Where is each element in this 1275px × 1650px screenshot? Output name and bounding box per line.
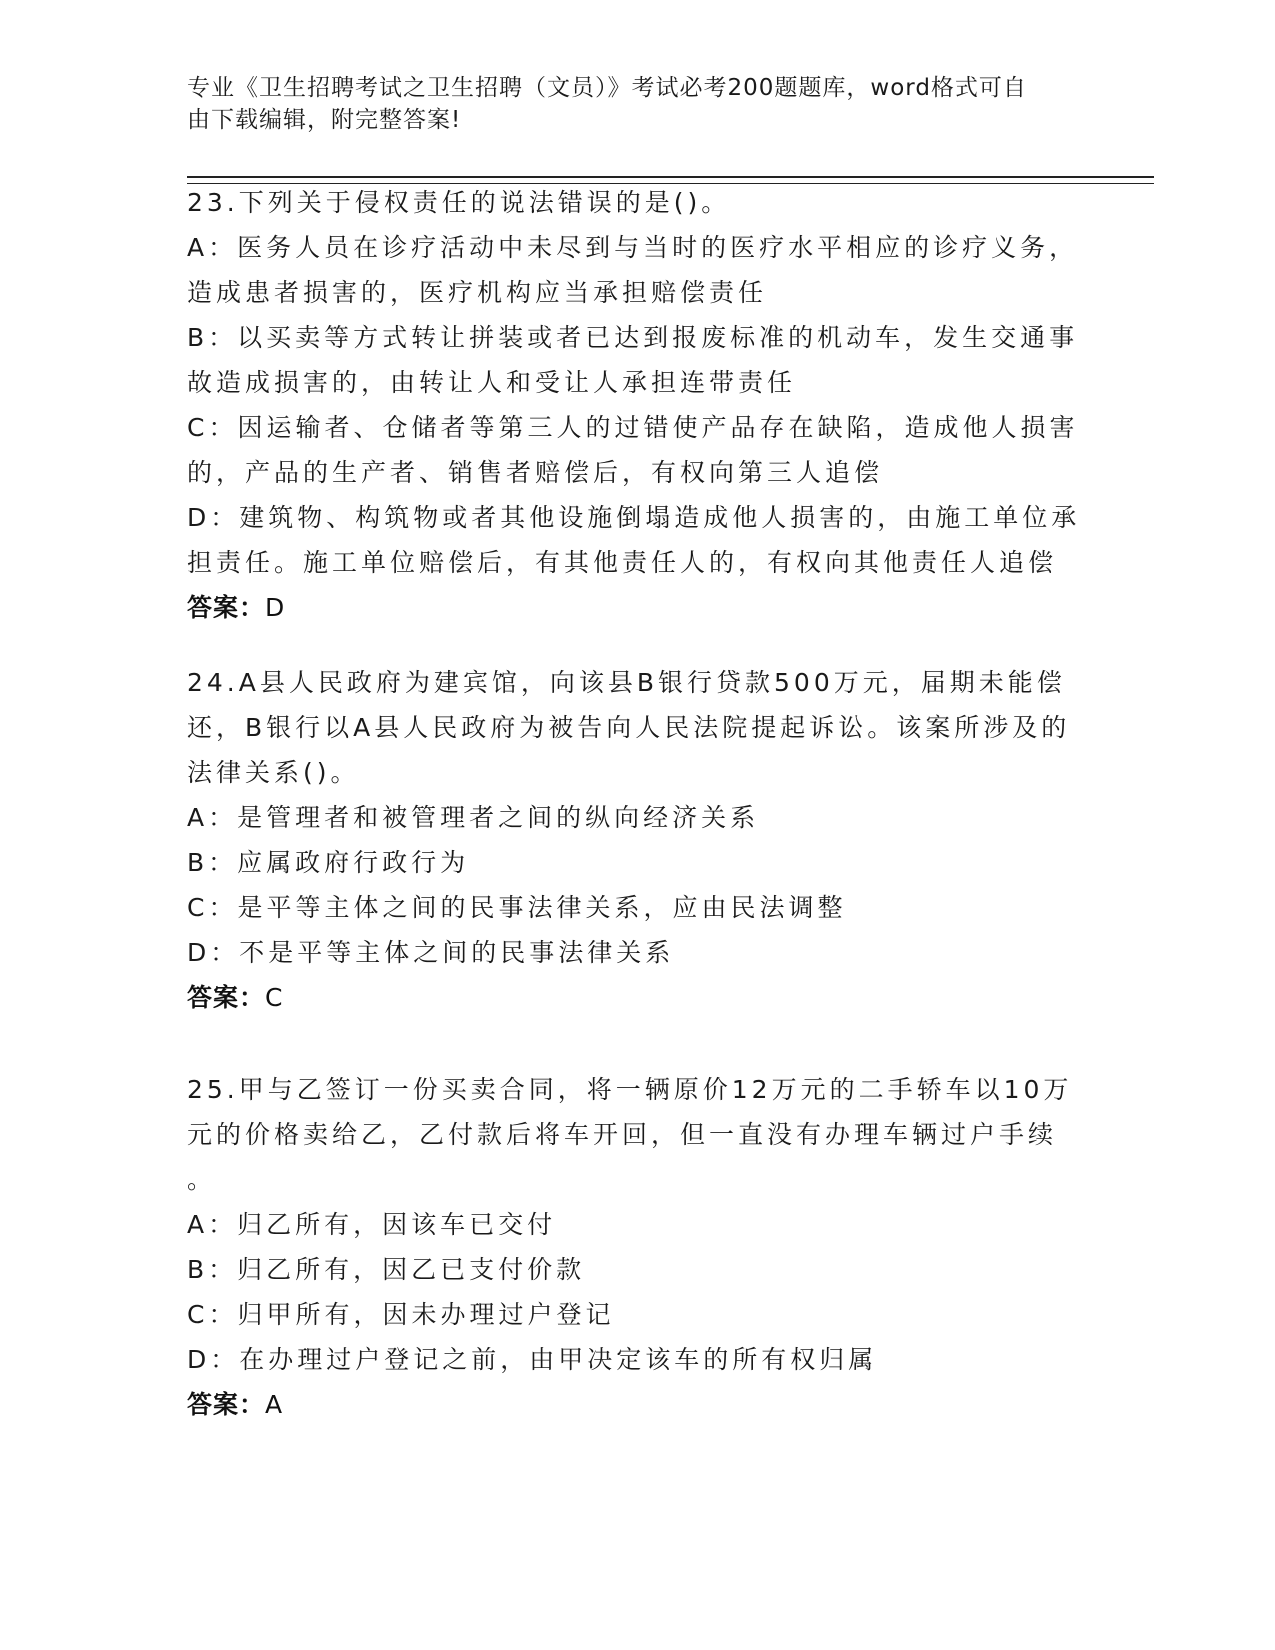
answer-label: 答案： [187, 983, 266, 1012]
option-d: D：在办理过户登记之前，由甲决定该车的所有权归属 [187, 1345, 878, 1374]
option-a [187, 225, 1087, 315]
answer-label: 答案： [187, 1390, 266, 1419]
header-line-1: 专业《卫生招聘考试之卫生招聘（文员）》考试必考200题题库，word格式可自 [187, 75, 1027, 101]
question-24 [187, 660, 1087, 1020]
answer-line [187, 585, 1087, 630]
option-text: C：因运输者、仓储者等第三人的过错使产品存在缺陷，造成他人损害 [187, 413, 1079, 442]
option-text: 造成患者损害的，医疗机构应当承担赔偿责任 [187, 278, 768, 307]
question-stem: 元的价格卖给乙，乙付款后将车开回，但一直没有办理车辆过户手续 [187, 1120, 1058, 1149]
document-header [187, 72, 1087, 136]
option-text: B：以买卖等方式转让拼装或者已达到报废标准的机动车，发生交通事 [187, 323, 1079, 352]
question-stem: 24.A县人民政府为建宾馆，向该县B银行贷款500万元，届期未能偿 [187, 668, 1066, 697]
option-text: D：建筑物、构筑物或者其他设施倒塌造成他人损害的，由施工单位承 [187, 503, 1081, 532]
option-text: A：医务人员在诊疗活动中未尽到与当时的医疗水平相应的诊疗义务， [187, 233, 1079, 262]
question-stem: 法律关系()。 [187, 758, 360, 787]
answer-value: D [265, 593, 286, 622]
question-stem: 。 [187, 1165, 217, 1194]
option-text: 的，产品的生产者、销售者赔偿后，有权向第三人追偿 [187, 458, 884, 487]
option-d [187, 495, 1087, 585]
answer-line [187, 1382, 1087, 1427]
question-stem: 还，B银行以A县人民政府为被告向人民法院提起诉讼。该案所涉及的 [187, 713, 1071, 742]
answer-line [187, 975, 1087, 1020]
option-b: B：应属政府行政行为 [187, 848, 470, 877]
option-c: C：是平等主体之间的民事法律关系，应由民法调整 [187, 893, 847, 922]
header-divider-thick [187, 176, 1154, 178]
question-23 [187, 180, 1087, 630]
option-a: A：归乙所有，因该车已交付 [187, 1210, 557, 1239]
option-a: A：是管理者和被管理者之间的纵向经济关系 [187, 803, 760, 832]
option-text: 故造成损害的，由转让人和受让人承担连带责任 [187, 368, 797, 397]
answer-label: 答案： [187, 593, 266, 622]
option-d: D：不是平等主体之间的民事法律关系 [187, 938, 675, 967]
question-25 [187, 1067, 1087, 1427]
header-line-2: 由下载编辑，附完整答案! [187, 107, 462, 133]
option-c [187, 405, 1087, 495]
answer-value: A [265, 1390, 284, 1419]
option-b [187, 315, 1087, 405]
option-b: B：归乙所有，因乙已支付价款 [187, 1255, 586, 1284]
question-stem: 23.下列关于侵权责任的说法错误的是()。 [187, 188, 731, 217]
option-c: C：归甲所有，因未办理过户登记 [187, 1300, 615, 1329]
question-stem: 25.甲与乙签订一份买卖合同，将一辆原价12万元的二手轿车以10万 [187, 1075, 1073, 1104]
answer-value: C [265, 983, 284, 1012]
option-text: 担责任。施工单位赔偿后，有其他责任人的，有权向其他责任人追偿 [187, 548, 1058, 577]
